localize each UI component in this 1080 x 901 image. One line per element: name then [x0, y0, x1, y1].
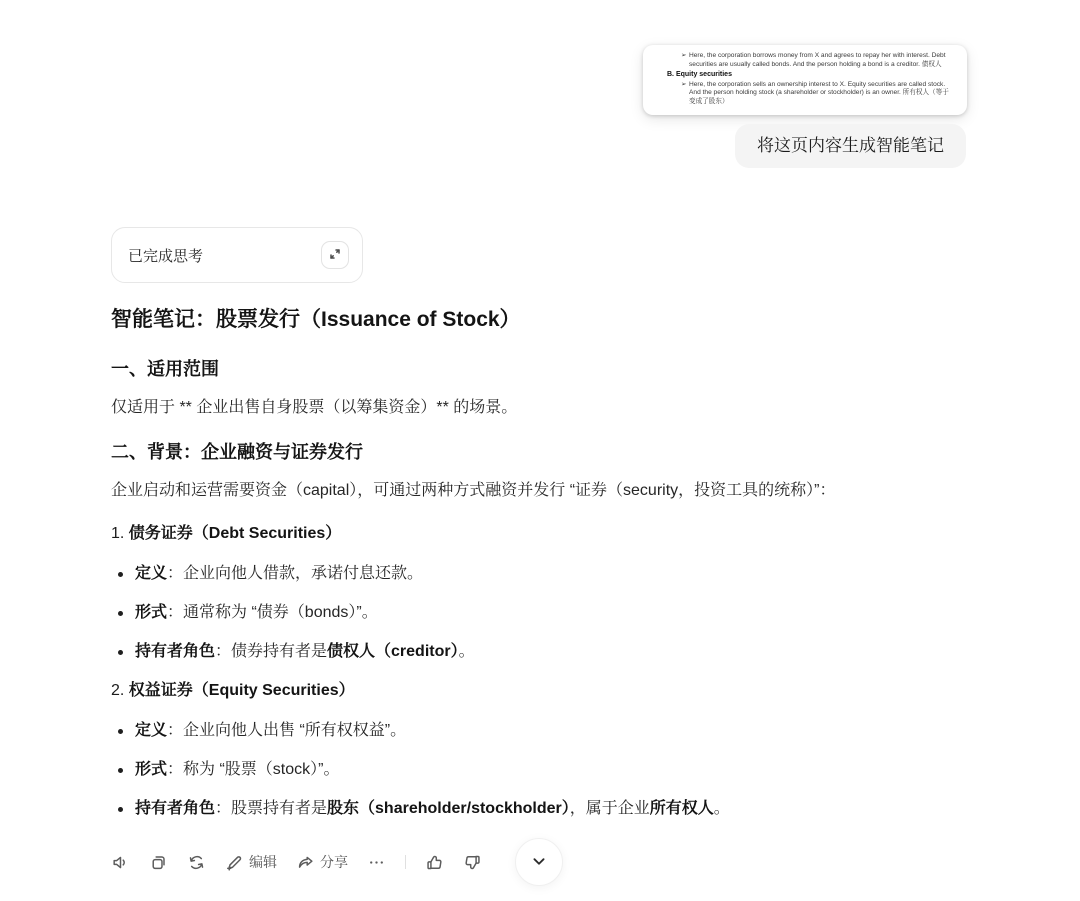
expand-thinking-button[interactable] — [321, 241, 349, 269]
toolbar-divider — [405, 855, 406, 869]
regenerate-icon — [187, 853, 206, 872]
list-item-text: 形式：称为 “股票（stock）”。 — [135, 761, 340, 778]
attachment-heading: B. Equity securities — [667, 71, 732, 79]
list-item-text: 持有者角色：债券持有者是债权人（creditor）。 — [135, 643, 475, 660]
more-button[interactable] — [367, 853, 386, 872]
section-heading-background: 二、背景：企业融资与证券发行 — [111, 442, 363, 462]
list-item — [111, 562, 971, 586]
bullet-dot-icon — [118, 572, 123, 577]
bullet-dot-icon — [118, 611, 123, 616]
list-item-text: 定义：企业向他人借款，承诺付息还款。 — [135, 565, 424, 582]
bullet-dot-icon — [118, 807, 123, 812]
response-toolbar — [111, 850, 482, 874]
edit-button[interactable] — [225, 852, 277, 872]
list-item — [111, 797, 971, 821]
attachment-bullet-line — [665, 81, 955, 107]
more-icon — [367, 853, 386, 872]
thumbs-down-button[interactable] — [463, 853, 482, 872]
thinking-panel[interactable] — [111, 227, 363, 283]
paragraph-scope: 仅适用于 ** 企业出售自身股票（以筹集资金）** 的场景。 — [111, 399, 518, 416]
assistant-note — [111, 306, 971, 836]
attachment-text: Here, the corporation borrows money from X and agrees to repay her with interest. Debt securities are usually called bonds. And the person holding a bond is a creditor. 债权人 — [689, 52, 946, 68]
bullet-dot-icon — [118, 650, 123, 655]
arrow-bullet-icon: ➢ — [681, 52, 687, 59]
subheading-debt-securities — [111, 522, 971, 546]
subheading-text: 债务证券（Debt Securities） — [128, 525, 342, 542]
expand-icon — [328, 247, 342, 264]
scroll-to-bottom-button[interactable] — [515, 838, 563, 886]
thumbs-up-icon — [425, 853, 444, 872]
list-item — [111, 719, 971, 743]
arrow-bullet-icon: ➢ — [681, 80, 687, 88]
list-item — [111, 601, 971, 625]
copy-button[interactable] — [149, 853, 168, 872]
user-message-bubble: 将这页内容生成智能笔记 — [735, 124, 966, 168]
list-item-text: 持有者角色：股票持有者是股东（shareholder/stockholder），属于企业所有权人。 — [135, 800, 730, 817]
share-label: 分享 — [320, 854, 348, 870]
list-item-text: 形式：通常称为 “债券（bonds）”。 — [135, 604, 378, 621]
subheading-equity-securities — [111, 679, 971, 703]
bullet-dot-icon — [118, 768, 123, 773]
share-icon — [296, 853, 315, 872]
edit-label: 编辑 — [249, 854, 277, 870]
attachment-page-thumbnail[interactable] — [643, 45, 967, 115]
section-heading-scope: 一、适用范围 — [111, 359, 219, 379]
list-item — [111, 758, 971, 782]
paragraph-background: 企业启动和运营需要资金（capital），可通过两种方式融资并发行 “证券（security，投资工具的统称）”： — [111, 482, 836, 499]
thumbs-up-button[interactable] — [425, 853, 444, 872]
attachment-text: Here, the corporation sells an ownership interest to X. Equity securities are called stock. And the person holding stock (a shareholder or stockholder) is an owner. 所有权人（等于变成了股东） — [689, 80, 949, 106]
read-aloud-button[interactable] — [111, 853, 130, 872]
list-number: 2. — [111, 682, 129, 699]
subheading-text: 权益证券（Equity Securities） — [128, 682, 355, 699]
bullet-dot-icon — [118, 729, 123, 734]
regenerate-button[interactable] — [187, 853, 206, 872]
edit-icon — [225, 853, 244, 872]
thinking-status-label: 已完成思考 — [128, 247, 204, 265]
note-title: 智能笔记：股票发行（Issuance of Stock） — [111, 308, 521, 331]
speaker-icon — [111, 853, 130, 872]
share-button[interactable] — [296, 852, 348, 872]
list-item-text: 定义：企业向他人出售 “所有权权益”。 — [135, 722, 407, 739]
list-item — [111, 640, 971, 664]
thumbs-down-icon — [463, 853, 482, 872]
list-number: 1. — [111, 525, 129, 542]
attachment-bullet-line — [665, 52, 955, 69]
copy-icon — [149, 853, 168, 872]
chevron-down-icon — [528, 850, 550, 875]
